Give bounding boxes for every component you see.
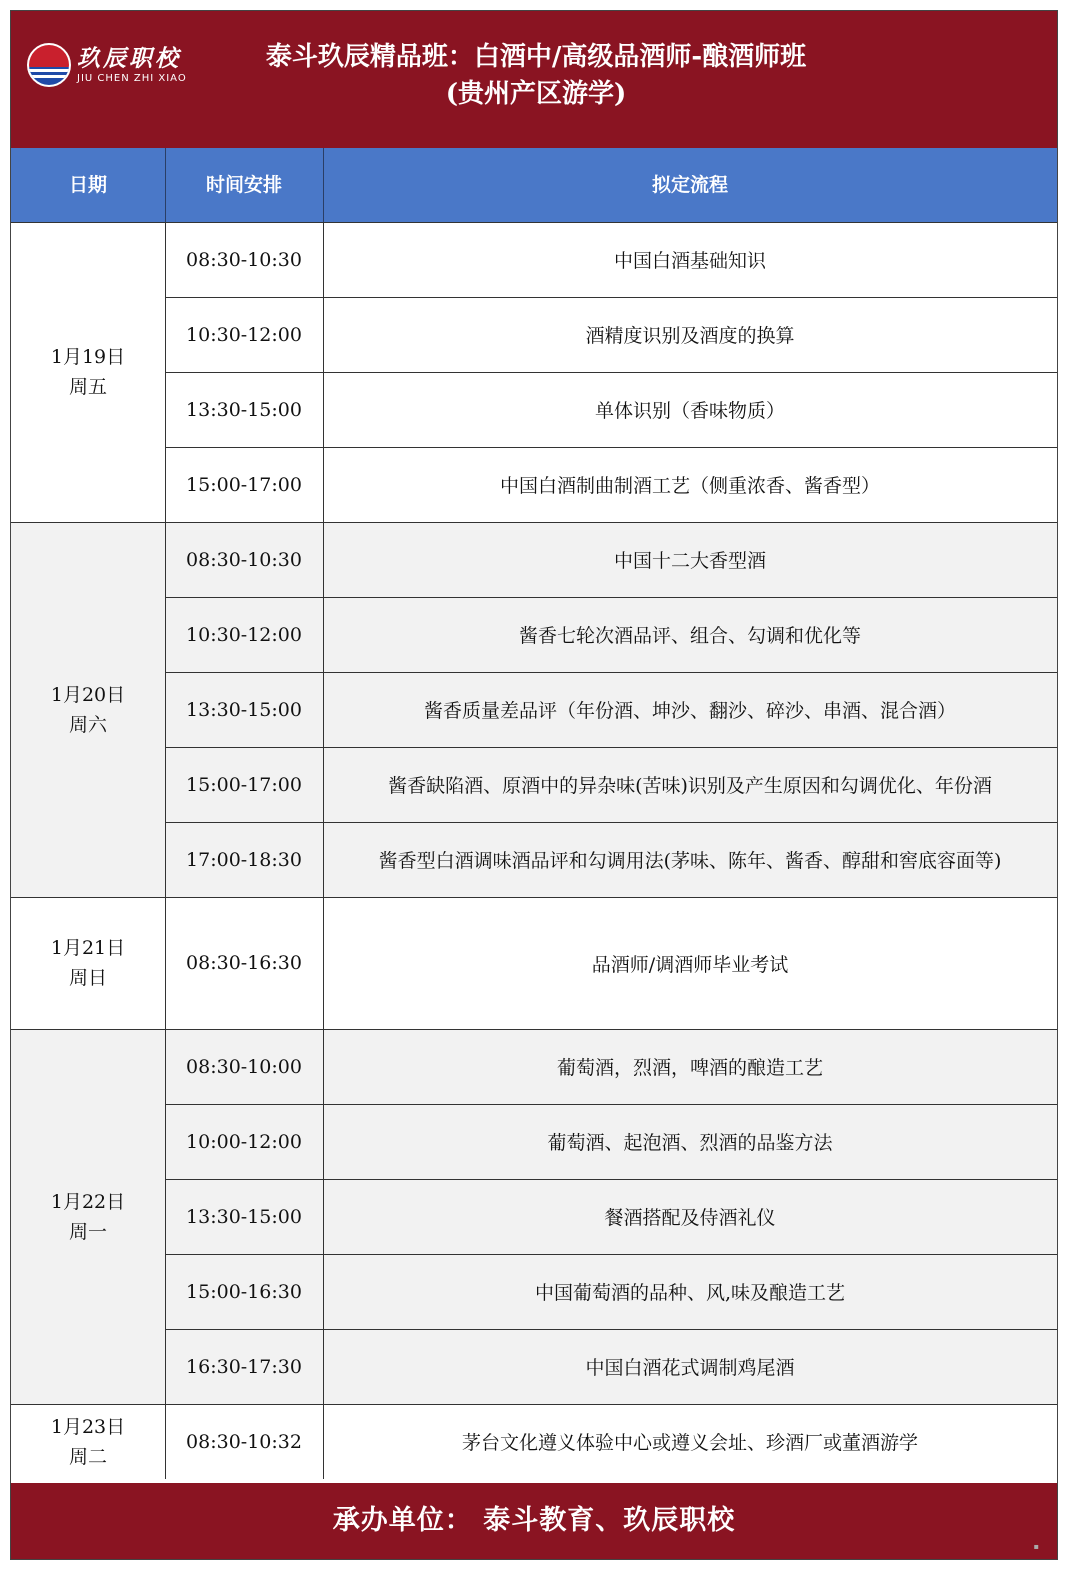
- school-emblem-icon: [27, 43, 71, 87]
- table-row: [165, 822, 1057, 897]
- time-cell: 10:30-12:00: [186, 323, 302, 346]
- date-label: 1月20日: [50, 683, 126, 706]
- corner-watermark-icon: ▪: [1033, 1542, 1039, 1551]
- time-cell: 13:30-15:00: [186, 698, 302, 721]
- weekday-label: 周六: [68, 713, 107, 736]
- date-cell: [11, 1029, 165, 1404]
- time-cell: 15:00-17:00: [186, 773, 302, 796]
- task-cell: 中国葡萄酒的品种、风,味及酿造工艺: [534, 1282, 846, 1304]
- weekday-label: 周日: [68, 967, 107, 989]
- task-cell: 中国白酒制曲制酒工艺（侧重浓香、酱香型）: [499, 475, 880, 497]
- date-label: 1月19日: [50, 346, 126, 368]
- table-row: [165, 1179, 1057, 1254]
- weekday-label: 周一: [68, 1220, 107, 1243]
- table-row: [165, 897, 1057, 1029]
- task-cell: 中国十二大香型酒: [613, 550, 766, 572]
- title-line-1: 泰斗玖辰精品班：白酒中/高级品酒师-酿酒师班: [265, 42, 807, 72]
- task-cell: 葡萄酒，烈酒，啤酒的酿造工艺: [556, 1057, 823, 1079]
- table-header: [11, 148, 1057, 222]
- task-cell: 酱香型白酒调味酒品评和勾调用法(茅味、陈年、酱香、醇甜和窖底容面等): [378, 850, 1002, 872]
- table-row: [165, 222, 1057, 297]
- title-line-2: (贵州产区游学): [445, 79, 627, 109]
- task-cell: 酱香七轮次酒品评、组合、勾调和优化等: [518, 625, 861, 647]
- time-cell: 16:30-17:30: [186, 1355, 302, 1378]
- table-row: [165, 522, 1057, 597]
- day-group: [11, 1029, 1057, 1404]
- date-cell: [11, 1404, 165, 1479]
- table-row: [165, 1329, 1057, 1404]
- task-cell: 茅台文化遵义体验中心或遵义会址、珍酒厂或董酒游学: [461, 1432, 918, 1454]
- task-cell: 葡萄酒、起泡酒、烈酒的品鉴方法: [547, 1132, 833, 1154]
- school-logo: [27, 43, 187, 87]
- logo-chinese-name: 玖辰职校: [77, 44, 181, 72]
- table-row: [165, 297, 1057, 372]
- time-cell: 08:30-10:30: [186, 548, 302, 571]
- time-cell: 17:00-18:30: [186, 848, 302, 871]
- page-title: [201, 39, 871, 113]
- organizer-footer: 承办单位： 泰斗教育、玖辰职校: [11, 1483, 1057, 1559]
- task-cell: 餐酒搭配及侍酒礼仪: [604, 1207, 776, 1229]
- time-cell: 08:30-16:30: [186, 952, 302, 974]
- table-row: [165, 1404, 1057, 1479]
- task-cell: 酱香缺陷酒、原酒中的异杂味(苦味)识别及产生原因和勾调优化、年份酒: [388, 775, 992, 797]
- day-group: [11, 1404, 1057, 1479]
- time-cell: 08:30-10:30: [186, 248, 302, 271]
- time-cell: 15:00-17:00: [186, 473, 302, 496]
- day-group: [11, 522, 1057, 897]
- table-row: [165, 372, 1057, 447]
- time-cell: 13:30-15:00: [186, 1205, 302, 1228]
- logo-english-name: JIU CHEN ZHI XIAO: [77, 72, 187, 84]
- table-row: [165, 672, 1057, 747]
- table-row: [165, 1104, 1057, 1179]
- date-cell: [11, 222, 165, 522]
- time-cell: 10:30-12:00: [186, 623, 302, 646]
- weekday-label: 周二: [68, 1445, 107, 1468]
- table-row: [165, 1029, 1057, 1104]
- column-header-time: 时间安排: [205, 174, 282, 196]
- day-group: [11, 897, 1057, 1029]
- date-cell: [11, 897, 165, 1029]
- header-banner: [11, 11, 1057, 148]
- date-cell: [11, 522, 165, 897]
- schedule-sheet: [10, 10, 1058, 1560]
- date-label: 1月22日: [50, 1190, 126, 1213]
- day-group: [11, 222, 1057, 522]
- task-cell: 酱香质量差品评（年份酒、坤沙、翻沙、碎沙、串酒、混合酒）: [423, 700, 956, 722]
- task-cell: 中国白酒花式调制鸡尾酒: [585, 1357, 795, 1379]
- date-label: 1月21日: [50, 937, 126, 959]
- time-cell: 10:00-12:00: [186, 1130, 302, 1153]
- weekday-label: 周五: [68, 376, 107, 398]
- task-cell: 酒精度识别及酒度的换算: [585, 325, 795, 347]
- task-cell: 单体识别（香味物质）: [594, 400, 785, 422]
- table-row: [165, 1254, 1057, 1329]
- table-row: [165, 447, 1057, 522]
- column-header-date: 日期: [68, 174, 107, 196]
- time-cell: 13:30-15:00: [186, 398, 302, 421]
- time-cell: 08:30-10:32: [186, 1430, 302, 1453]
- time-cell: 08:30-10:00: [186, 1055, 302, 1078]
- task-cell: 品酒师/调酒师毕业考试: [591, 953, 789, 976]
- time-cell: 15:00-16:30: [186, 1280, 302, 1303]
- date-label: 1月23日: [50, 1415, 126, 1438]
- table-row: [165, 747, 1057, 822]
- task-cell: 中国白酒基础知识: [613, 250, 766, 272]
- column-header-task: 拟定流程: [651, 174, 728, 196]
- table-row: [165, 597, 1057, 672]
